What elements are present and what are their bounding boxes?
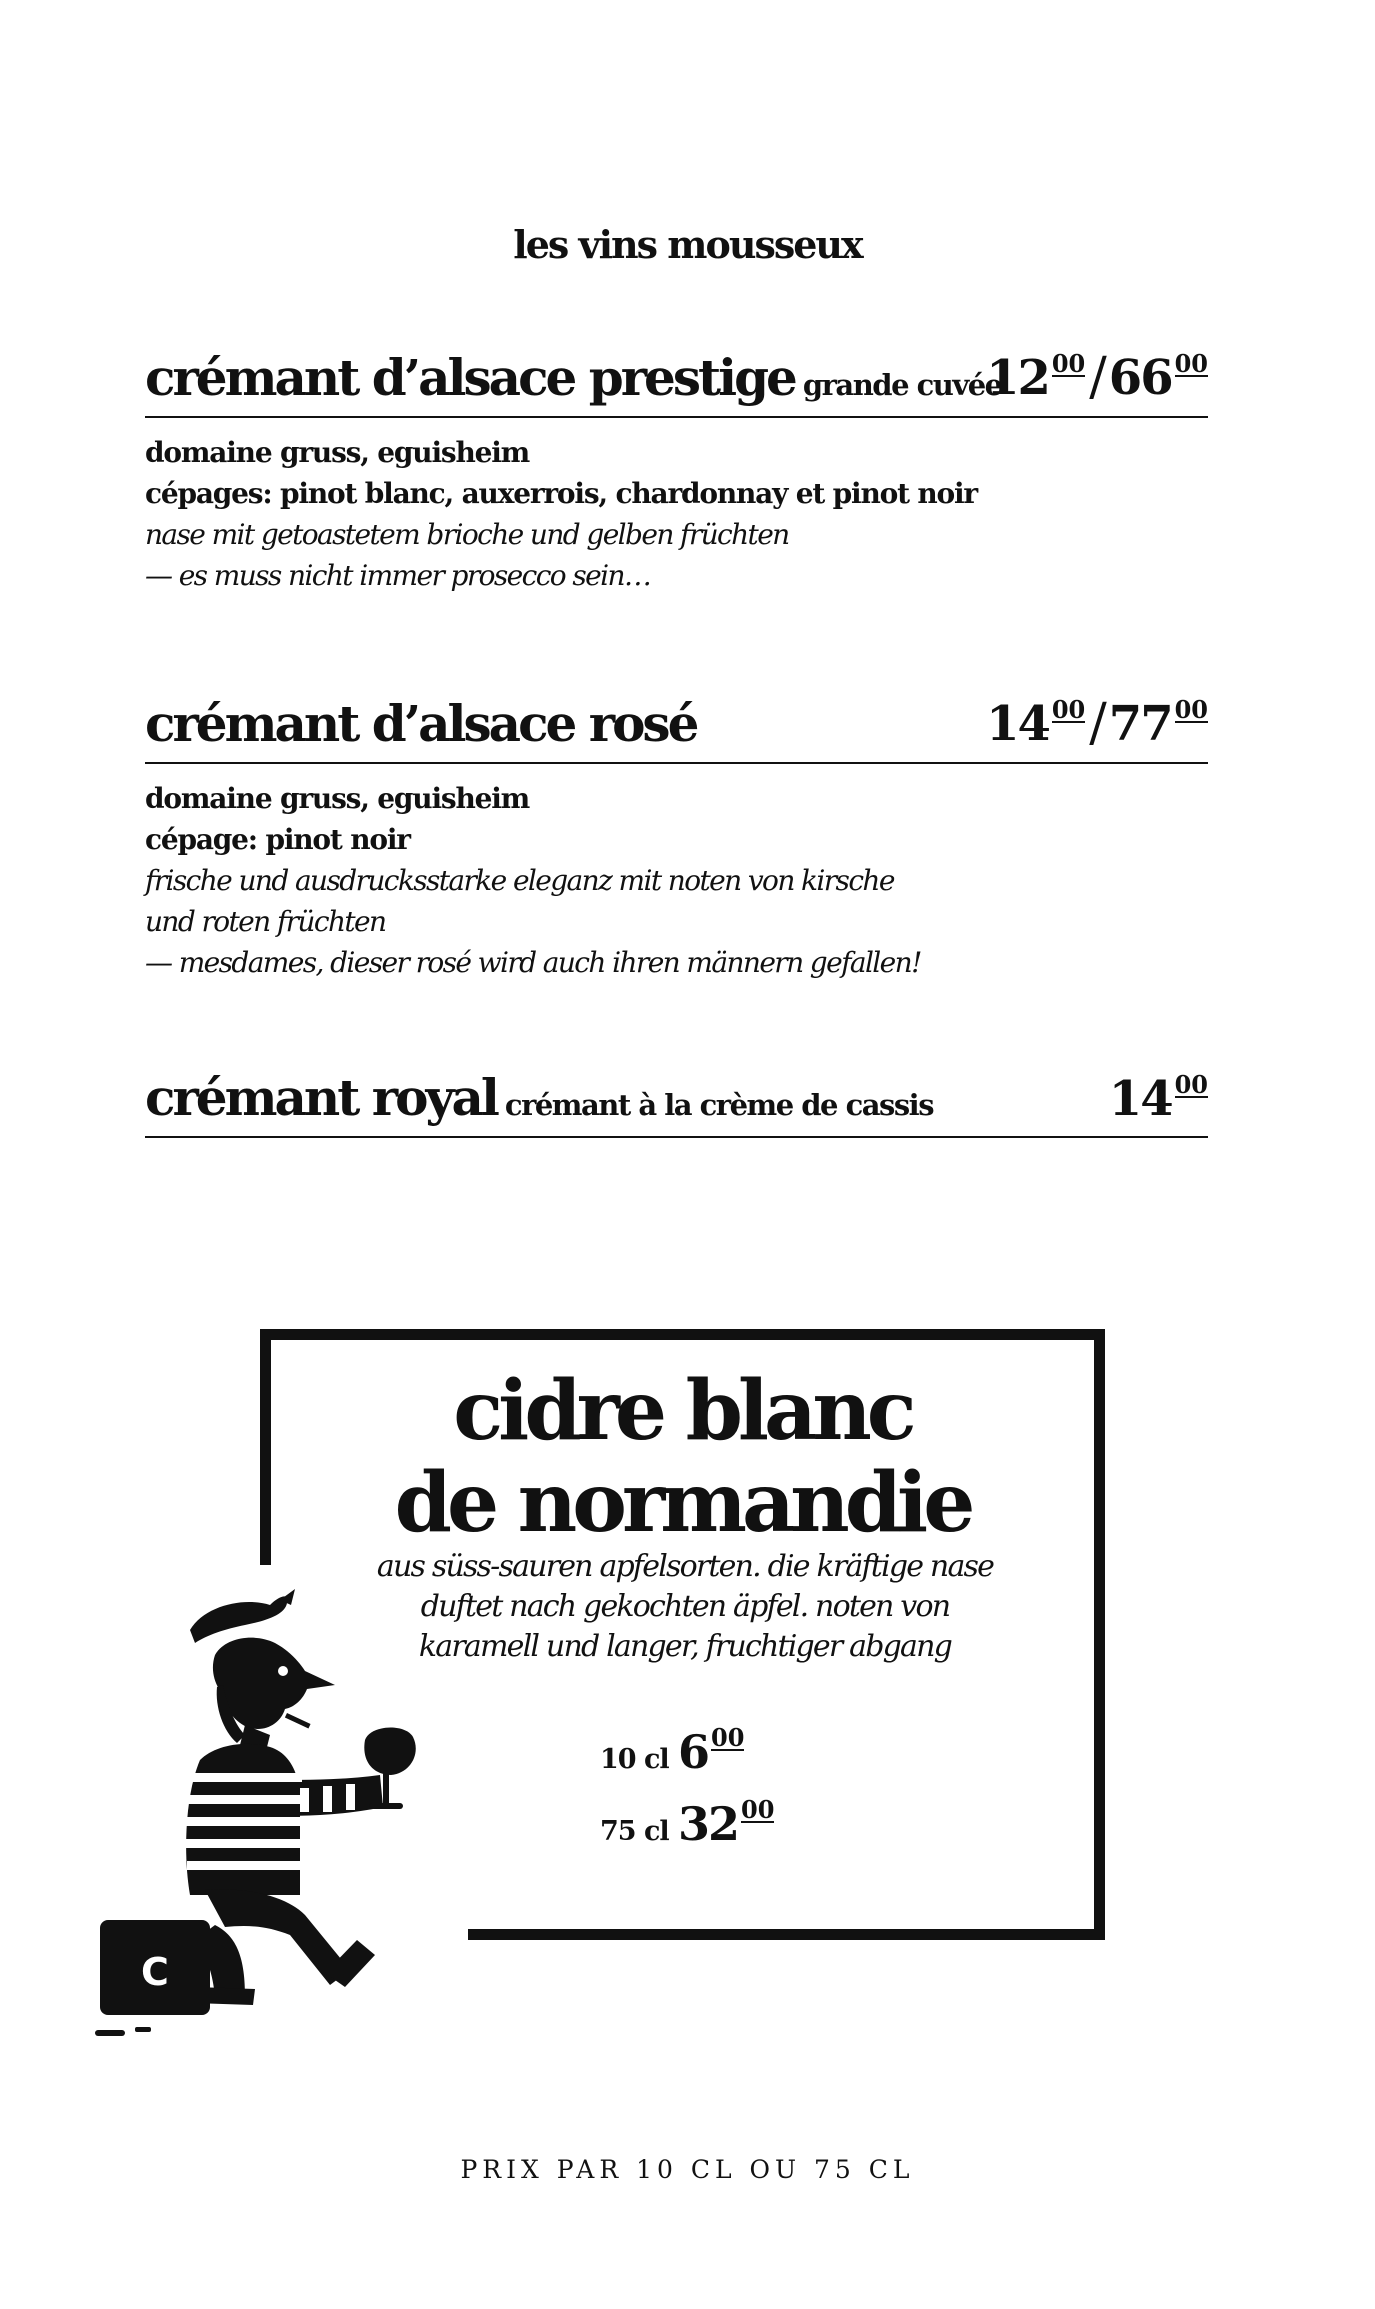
volume: 10 cl [600, 1744, 669, 1775]
tasting-note: frische und ausdrucksstarke eleganz mit noten von kirsche [145, 864, 894, 897]
item-header [145, 693, 1208, 764]
item-price: 14 00/77 00 [986, 693, 1208, 753]
tasting-note: — mesdames, dieser rosé wird auch ihren männern gefallen! [145, 946, 921, 979]
menu-item-cremant-royal [145, 1068, 1208, 1138]
price: 32 00 [678, 1795, 775, 1851]
cidre-price-row [600, 1797, 774, 1869]
item-price: 12 00/66 00 [986, 347, 1208, 407]
item-subtitle: crémant à la crème de cassis [504, 1088, 934, 1122]
cidre-prices [600, 1725, 774, 1869]
tasting-note: und roten früchten [145, 905, 386, 938]
grapes: cépages: pinot blanc, auxerrois, chardonnay et pinot noir [145, 477, 977, 510]
menu-item-cremant-rose [145, 693, 1208, 983]
tasting-note: nase mit getoastetem brioche und gelben früchten [145, 518, 789, 551]
item-details [145, 764, 1208, 983]
price: 6 00 [678, 1723, 745, 1779]
item-price: 14 00 [1108, 1070, 1208, 1127]
tasting-note: — es muss nicht immer prosecco sein… [145, 559, 651, 592]
item-name: crémant royal crémant à la crème de cassis [145, 1068, 934, 1127]
barrel-mark: C [141, 1950, 169, 1994]
footer-note: PRIX PAR 10 CL OU 75 CL [460, 2155, 915, 2184]
item-name: crémant d’alsace prestige grande cuvée [145, 348, 1002, 407]
menu-item-cremant-prestige [145, 347, 1208, 596]
item-details [145, 418, 1208, 596]
volume: 75 cl [600, 1816, 669, 1847]
producer: domaine gruss, eguisheim [145, 782, 530, 815]
item-header [145, 1068, 1208, 1138]
grapes: cépage: pinot noir [145, 823, 410, 856]
man-with-wine-glass-illustration [95, 1575, 475, 2045]
section-title: les vins mousseux [513, 222, 862, 267]
cidre-title: cidre blanc de normandie [394, 1363, 971, 1551]
cidre-description: aus süss-sauren apfelsorten. die kräftige nase duftet nach gekochten äpfel. noten von karamell und langer, fruchtiger abgang [376, 1549, 994, 1664]
item-subtitle: grande cuvée [802, 368, 1002, 402]
cidre-price-row [600, 1725, 774, 1797]
producer: domaine gruss, eguisheim [145, 436, 530, 469]
item-header [145, 347, 1208, 418]
item-name: crémant d’alsace rosé [145, 694, 697, 753]
